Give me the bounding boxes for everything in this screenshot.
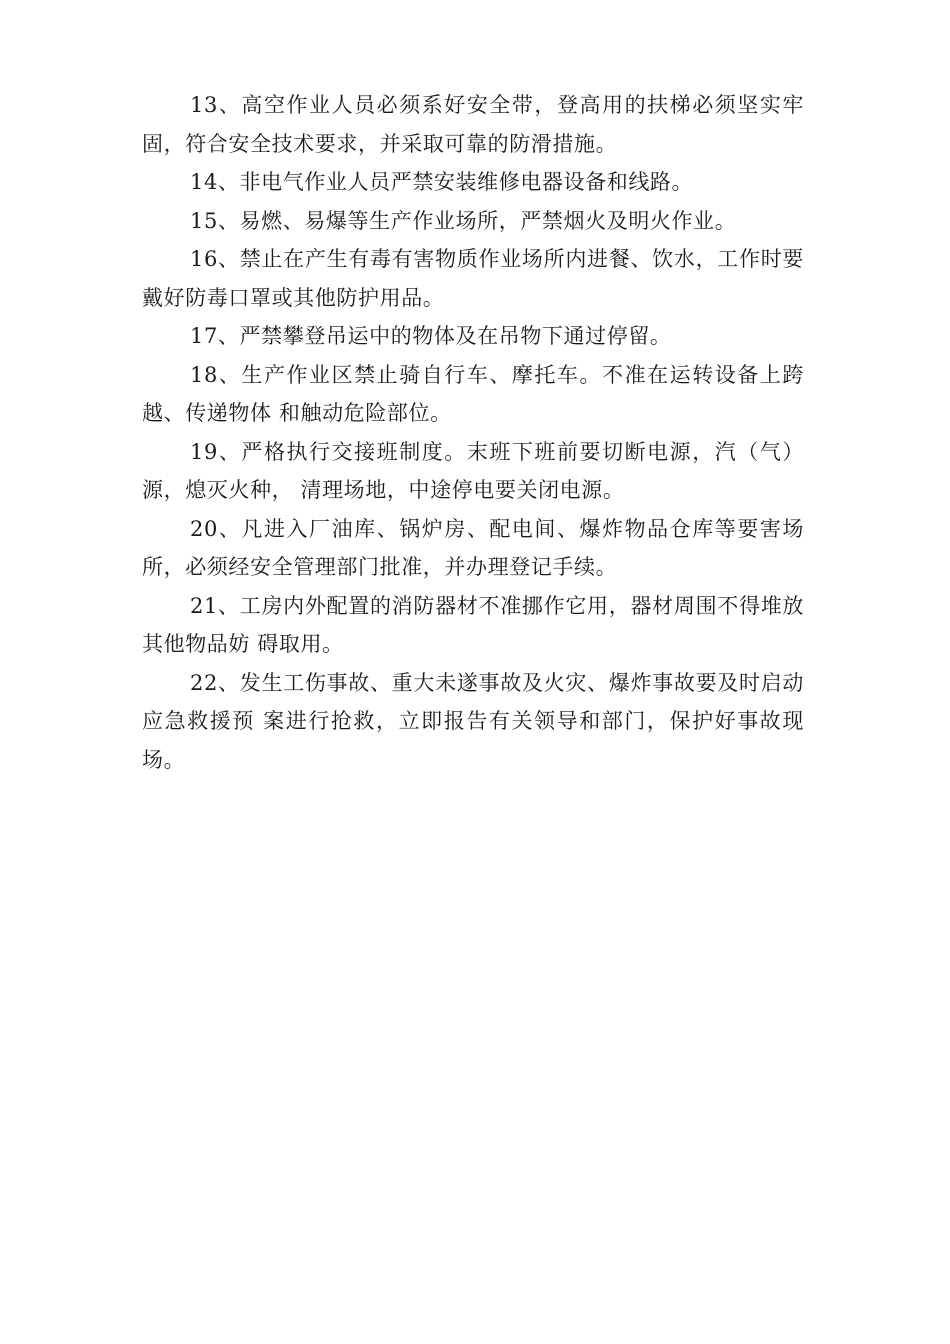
rule-paragraph-13: 13、高空作业人员必须系好安全带，登高用的扶梯必须坚实牢固，符合安全技术要求，并采取可靠的防滑措施。 xyxy=(142,93,804,156)
rule-paragraph-16: 16、禁止在产生有毒有害物质作业场所内进餐、饮水，工作时要戴好防毒口罩或其他防护用品。 xyxy=(142,247,804,310)
document-body xyxy=(142,86,804,779)
rule-paragraph-20: 20、凡进入厂油库、锅炉房、配电间、爆炸物品仓库等要害场所，必须经安全管理部门批准，并办理登记手续。 xyxy=(142,516,804,579)
rule-paragraph-15: 15、易燃、易爆等生产作业场所，严禁烟火及明火作业。 xyxy=(190,208,737,233)
rule-paragraph-14: 14、非电气作业人员严禁安装维修电器设备和线路。 xyxy=(190,170,694,194)
rule-paragraph-18: 18、生产作业区禁止骑自行车、摩托车。不准在运转设备上跨越、传递物体 和触动危险部位。 xyxy=(142,362,804,425)
rule-paragraph-17: 17、严禁攀登吊运中的物体及在吊物下通过停留。 xyxy=(190,324,672,348)
rule-paragraph-21: 21、工房内外配置的消防器材不准挪作它用，器材周围不得堆放其他物品妨 碍取用。 xyxy=(142,593,804,656)
rule-paragraph-19: 19、严格执行交接班制度。末班下班前要切断电源，汽（气）源，熄灭火种， 清理场地，中途停电要关闭电源。 xyxy=(142,439,804,502)
rule-paragraph-22: 22、发生工伤事故、重大未遂事故及火灾、爆炸事故要及时启动应急救援预 案进行抢救，立即报告有关领导和部门，保护好事故现场。 xyxy=(142,670,804,772)
